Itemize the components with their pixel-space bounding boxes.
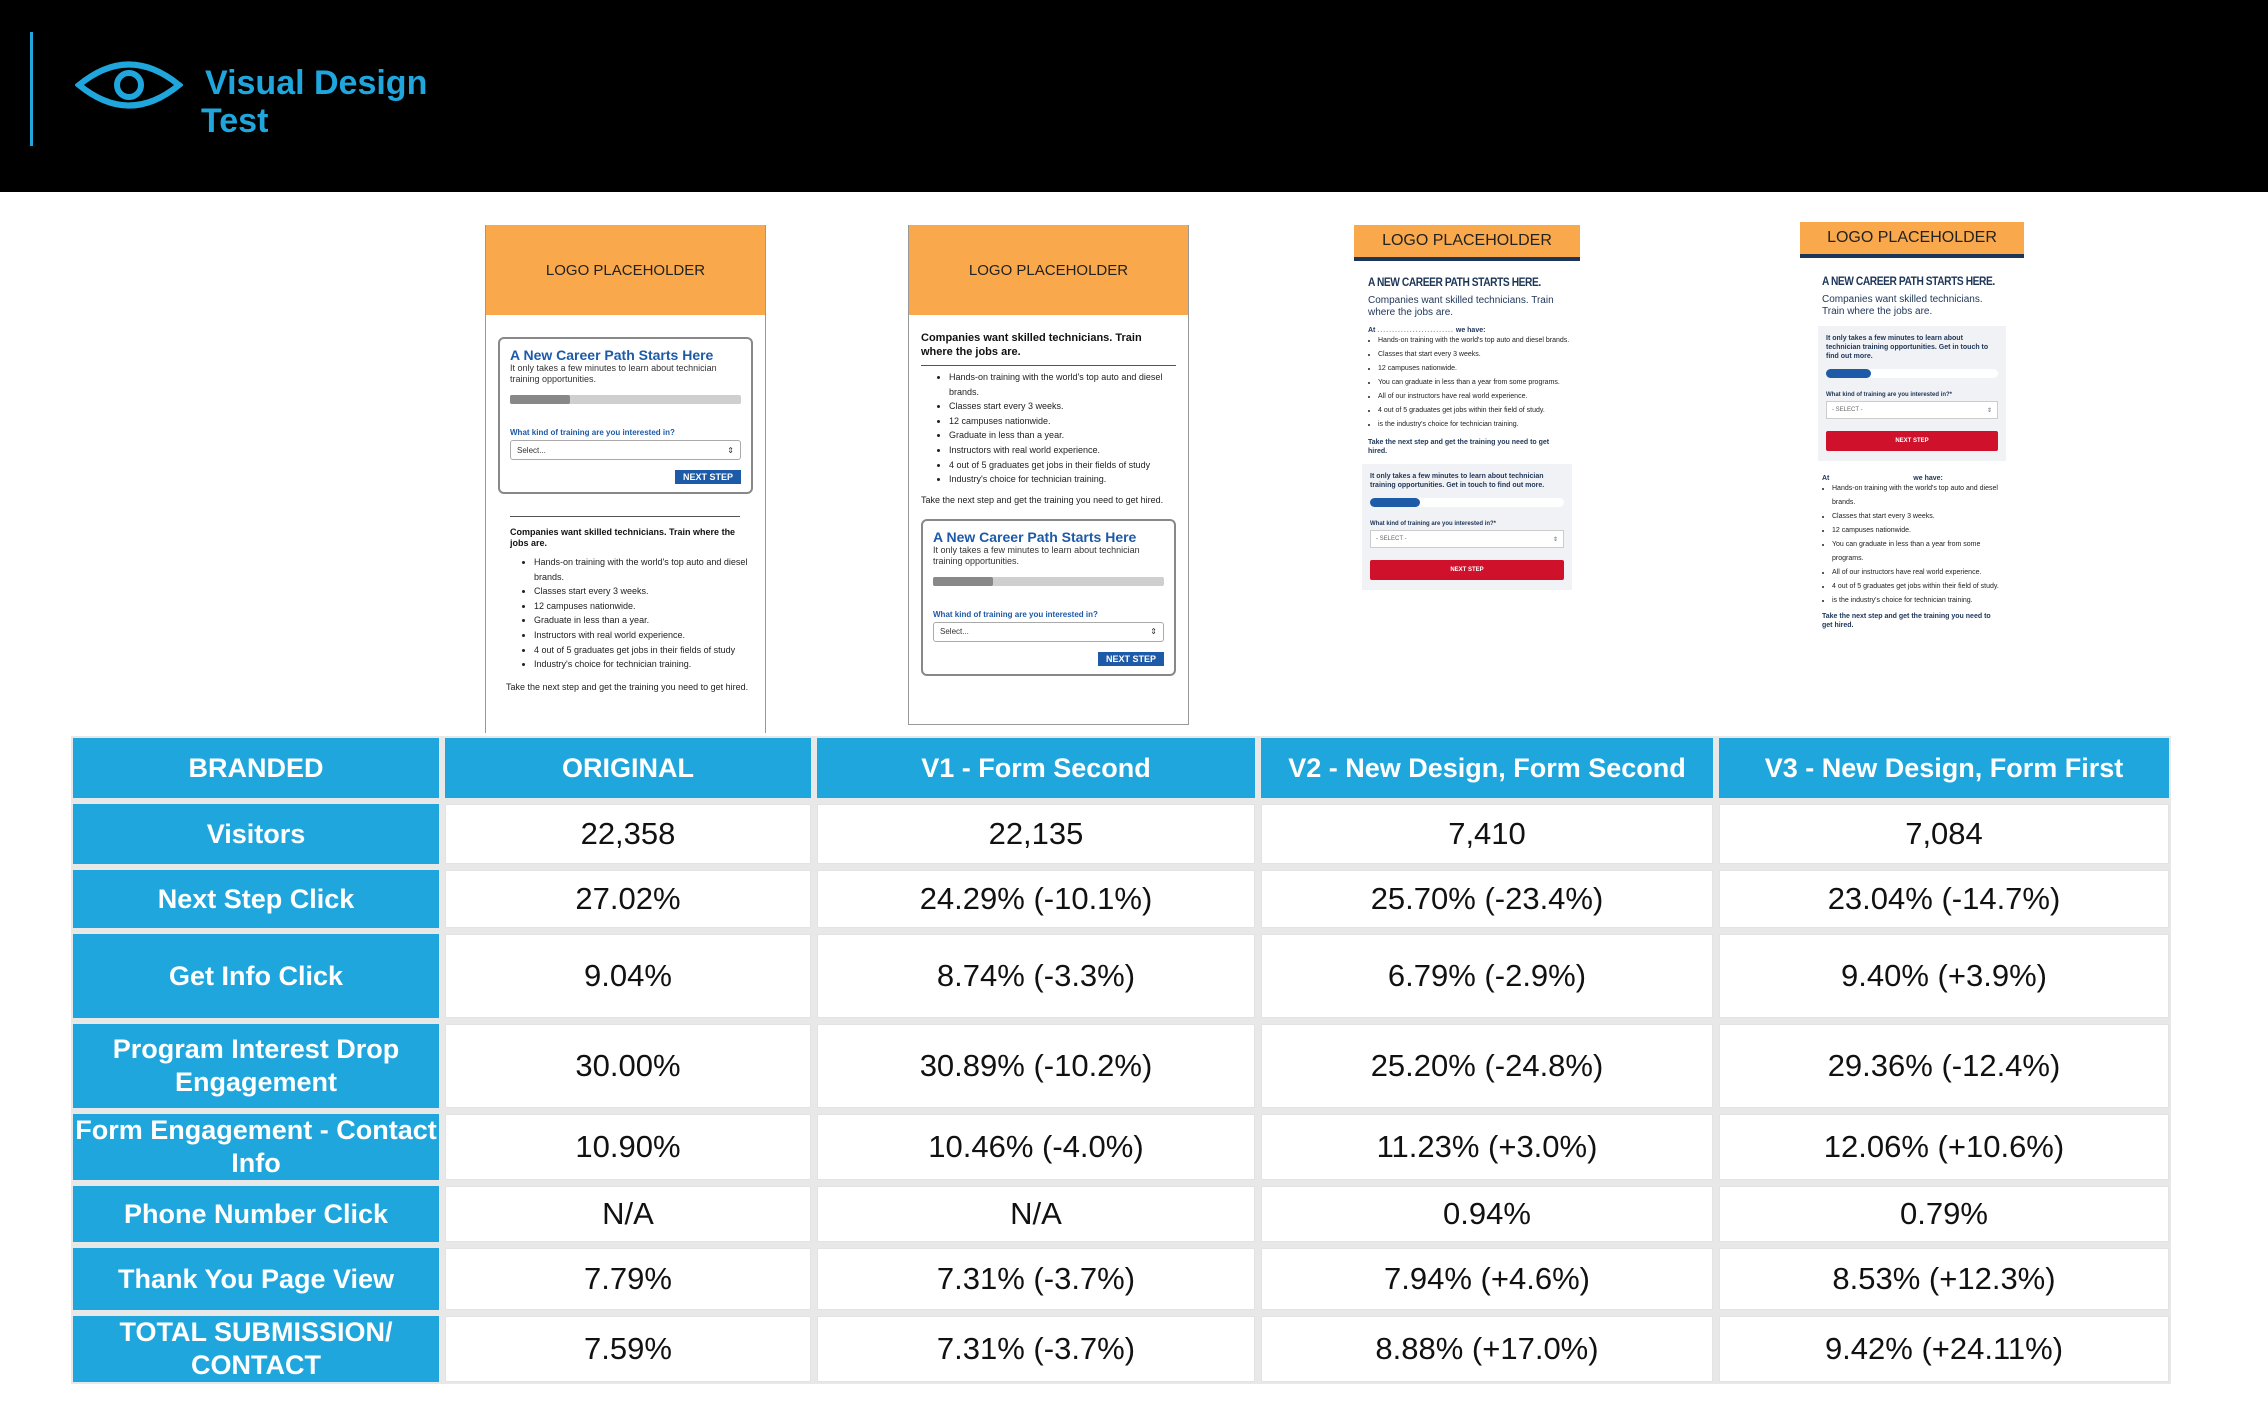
list-item: • 12 campuses nationwide.: [1832, 524, 2010, 538]
table-cell: 11.23% (+3.0%): [1261, 1114, 1713, 1180]
table-cell: 25.70% (-23.4%): [1261, 870, 1713, 928]
table-cell: 7.94% (+4.6%): [1261, 1248, 1713, 1310]
table-cell: N/A: [445, 1186, 811, 1242]
section-heading: Companies want skilled technicians. Train where the jobs are.: [510, 527, 736, 548]
header-cell-v1: V1 - Form Second: [817, 738, 1255, 798]
benefits-list: [1354, 334, 1580, 432]
table-cell: 10.90%: [445, 1114, 811, 1180]
list-item: • 4 out of 5 graduates get jobs within their field of study.: [1832, 580, 2010, 594]
at-line: At .......................... we have:: [1368, 327, 1486, 334]
list-item: • All of our instructors have real world experience.: [1832, 566, 2010, 580]
form-label: What kind of training are you interested in?: [510, 428, 675, 437]
section-heading: Companies want skilled technicians. Train where the jobs are.: [921, 332, 1142, 358]
list-item: • Classes that start every 3 weeks.: [1378, 348, 1580, 362]
list-item: • Hands-on training with the world's top auto and diesel brands.: [949, 370, 1178, 399]
table-cell: 6.79% (-2.9%): [1261, 934, 1713, 1018]
header-bar: [0, 0, 2268, 192]
table-cell: 7.79%: [445, 1248, 811, 1310]
mockup-v2: [1354, 225, 1580, 715]
list-item: • Industry's choice for technician training.: [949, 472, 1178, 487]
lead-form: [1818, 326, 2006, 461]
lead-form: [1362, 464, 1572, 590]
table-cell: N/A: [817, 1186, 1255, 1242]
page-title-line1: Visual Design: [205, 64, 428, 102]
table-cell: 30.00%: [445, 1024, 811, 1108]
list-item: • 4 out of 5 graduates get jobs in their fields of study: [949, 458, 1178, 473]
table-cell: 7.31% (-3.7%): [817, 1248, 1255, 1310]
form-subtitle: It only takes a few minutes to learn about technician training opportunities.: [933, 544, 1140, 566]
cta-text: Take the next step and get the training you need to get hired.: [1822, 613, 1991, 629]
table-cell: 8.53% (+12.3%): [1719, 1248, 2169, 1310]
mockup-v1: [908, 225, 1189, 725]
benefits-list: [1800, 482, 2024, 608]
header-cell-v3: V3 - New Design, Form First: [1719, 738, 2169, 798]
training-select[interactable]: - SELECT - ⇕: [1370, 530, 1564, 548]
select-arrow-icon: ⇕: [727, 445, 734, 455]
cta-text: Take the next step and get the training you need to get hired.: [1368, 439, 1550, 455]
row-label-thank-you-page-view: Thank You Page View: [73, 1248, 439, 1310]
page-title-line2: Test: [201, 102, 269, 140]
list-item: • 4 out of 5 graduates get jobs in their fields of study: [534, 643, 751, 658]
form-title: A New Career Path Starts Here: [510, 347, 714, 363]
list-item: • is the industry's choice for technician training.: [1832, 594, 2010, 608]
list-item: • Hands-on training with the world's top auto and diesel brands.: [1378, 334, 1580, 348]
table-cell: 12.06% (+10.6%): [1719, 1114, 2169, 1180]
benefits-list: [909, 370, 1188, 487]
next-step-button[interactable]: NEXT STEP: [1370, 560, 1564, 580]
list-item: • 4 out of 5 graduates get jobs within their field of study.: [1378, 404, 1580, 418]
row-label-get-info-click: Get Info Click: [73, 934, 439, 1018]
mockup-v3: [1800, 222, 2024, 712]
form-progress-bar: [1826, 369, 1998, 378]
benefits-list: [486, 555, 765, 672]
header-cell-original: ORIGINAL: [445, 738, 811, 798]
list-item: • 12 campuses nationwide.: [534, 599, 751, 614]
list-item: • Classes start every 3 weeks.: [534, 584, 751, 599]
table-cell: 7,410: [1261, 804, 1713, 864]
training-select[interactable]: Select... ⇕: [933, 622, 1164, 642]
list-item: • Classes start every 3 weeks.: [949, 399, 1178, 414]
table-cell: 23.04% (-14.7%): [1719, 870, 2169, 928]
form-label: What kind of training are you interested in?*: [1370, 521, 1497, 527]
logo-placeholder: LOGO PLACEHOLDER: [909, 225, 1188, 315]
select-arrow-icon: ⇕: [1986, 407, 1992, 414]
table-cell: 7.59%: [445, 1316, 811, 1382]
logo-placeholder: LOGO PLACEHOLDER: [1800, 222, 2024, 258]
mockup-original: [485, 225, 766, 733]
table-cell: 25.20% (-24.8%): [1261, 1024, 1713, 1108]
table-cell: 0.94%: [1261, 1186, 1713, 1242]
row-label-visitors: Visitors: [73, 804, 439, 864]
form-label: What kind of training are you interested in?*: [1826, 392, 1953, 398]
page-title: [201, 64, 465, 140]
form-progress-bar: [510, 395, 741, 404]
training-select[interactable]: Select... ⇕: [510, 440, 741, 460]
table-cell: 9.40% (+3.9%): [1719, 934, 2169, 1018]
row-label-phone-number-click: Phone Number Click: [73, 1186, 439, 1242]
list-item: • Instructors with real world experience.: [949, 443, 1178, 458]
table-cell: 9.04%: [445, 934, 811, 1018]
list-item: • 12 campuses nationwide.: [949, 414, 1178, 429]
form-title: A New Career Path Starts Here: [933, 528, 1137, 545]
lead-form: [498, 337, 753, 494]
table-cell: 8.74% (-3.3%): [817, 934, 1255, 1018]
list-item: • Industry's choice for technician training.: [534, 657, 751, 672]
row-label-form-engagement: Form Engagement - Contact Info: [73, 1114, 439, 1180]
list-item: • 12 campuses nationwide.: [1378, 362, 1580, 376]
list-item: • is the industry's choice for technician training.: [1378, 418, 1580, 432]
list-item: • Instructors with real world experience.: [534, 628, 751, 643]
table-cell: 7,084: [1719, 804, 2169, 864]
table-cell: 22,358: [445, 804, 811, 864]
table-cell: 29.36% (-12.4%): [1719, 1024, 2169, 1108]
row-label-program-interest: Program Interest Drop Engagement: [73, 1024, 439, 1108]
row-label-next-step-click: Next Step Click: [73, 870, 439, 928]
list-item: • Hands-on training with the world's top auto and diesel brands.: [534, 555, 751, 584]
table-cell: 22,135: [817, 804, 1255, 864]
list-item: • Graduate in less than a year.: [534, 613, 751, 628]
list-item: • Classes that start every 3 weeks.: [1832, 510, 2010, 524]
logo-placeholder: LOGO PLACEHOLDER: [1354, 225, 1580, 261]
table-cell: 24.29% (-10.1%): [817, 870, 1255, 928]
headline: A NEW CAREER PATH STARTS HERE.: [1368, 275, 1541, 289]
table-cell: 0.79%: [1719, 1186, 2169, 1242]
form-text: It only takes a few minutes to learn about technician training opportunities. Get in touch to find out more.: [1370, 473, 1545, 489]
subheading: Companies want skilled technicians. Train where the jobs are.: [1822, 294, 1983, 317]
list-item: • Hands-on training with the world's top auto and diesel brands.: [1832, 482, 2010, 510]
table-cell: 27.02%: [445, 870, 811, 928]
list-item: • You can graduate in less than a year from some programs.: [1832, 538, 2010, 566]
list-item: • All of our instructors have real world experience.: [1378, 390, 1580, 404]
at-line: At we have:: [1822, 475, 1943, 482]
next-step-button[interactable]: NEXT STEP: [1826, 431, 1998, 451]
table-cell: 30.89% (-10.2%): [817, 1024, 1255, 1108]
select-arrow-icon: ⇕: [1150, 627, 1157, 637]
table-cell: 8.88% (+17.0%): [1261, 1316, 1713, 1382]
table-cell: 9.42% (+24.11%): [1719, 1316, 2169, 1382]
logo-placeholder: LOGO PLACEHOLDER: [486, 225, 765, 315]
training-select[interactable]: - SELECT - ⇕: [1826, 401, 1998, 419]
header-divider: [30, 32, 33, 146]
eye-icon: [75, 58, 183, 112]
table-cell: 10.46% (-4.0%): [817, 1114, 1255, 1180]
select-arrow-icon: ⇕: [1552, 536, 1558, 543]
next-step-button[interactable]: NEXT STEP: [675, 470, 741, 484]
form-label: What kind of training are you interested in?: [933, 609, 1098, 619]
header-cell-branded: BRANDED: [73, 738, 439, 798]
list-item: • Graduate in less than a year.: [949, 428, 1178, 443]
lead-form: [921, 519, 1176, 676]
form-text: It only takes a few minutes to learn about technician training opportunities. Get in touch to find out more.: [1826, 335, 1989, 360]
list-item: • You can graduate in less than a year from some programs.: [1378, 376, 1580, 390]
subheading: Companies want skilled technicians. Train where the jobs are.: [1368, 295, 1554, 318]
next-step-button[interactable]: NEXT STEP: [1098, 652, 1164, 666]
header-cell-v2: V2 - New Design, Form Second: [1261, 738, 1713, 798]
form-subtitle: It only takes a few minutes to learn about technician training opportunities.: [510, 363, 717, 384]
footer-text: Take the next step and get the training you need to get hired.: [921, 494, 1164, 505]
footer-text: Take the next step and get the training you need to get hired.: [506, 681, 749, 692]
form-progress-bar: [1370, 498, 1564, 507]
row-label-total-submission: TOTAL SUBMISSION/ CONTACT: [73, 1316, 439, 1382]
table-cell: 7.31% (-3.7%): [817, 1316, 1255, 1382]
headline: A NEW CAREER PATH STARTS HERE.: [1822, 274, 1995, 288]
form-progress-bar: [933, 577, 1164, 586]
